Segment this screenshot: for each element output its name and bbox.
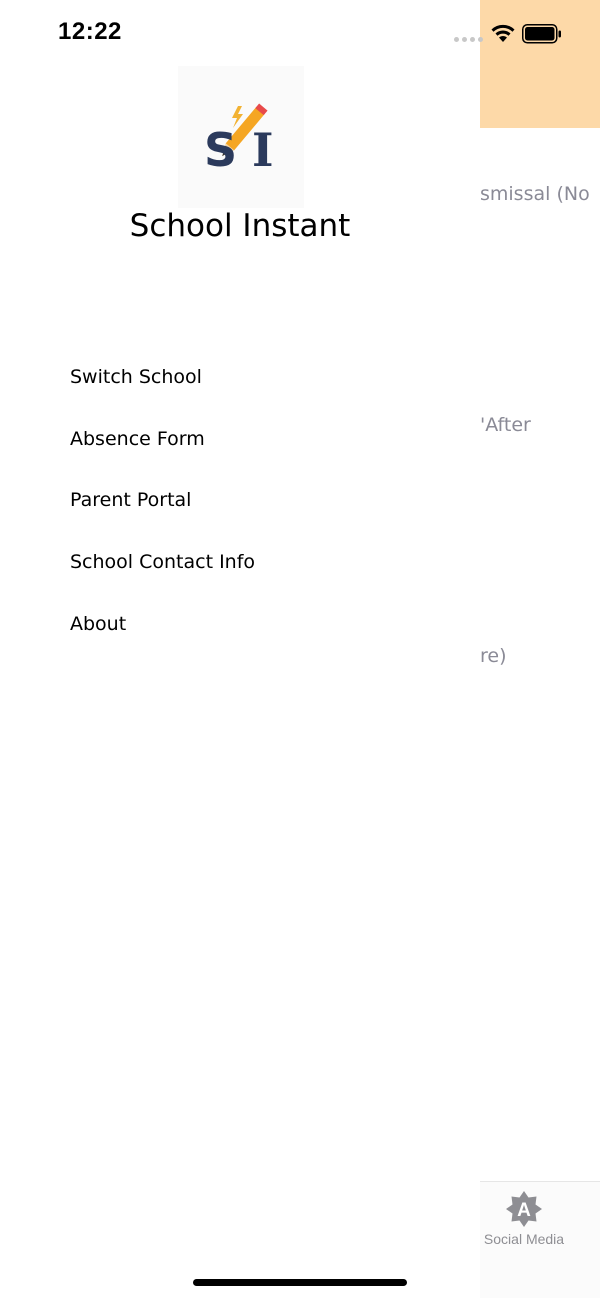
logo-text-i: I (252, 123, 274, 177)
app-title: School Instant (129, 208, 351, 244)
svg-text:A: A (517, 1200, 531, 1221)
menu-item-school-contact-info[interactable]: School Contact Info (70, 551, 256, 574)
tab-social-media[interactable] (480, 1182, 568, 1252)
background-partial-text: smissal (No (480, 183, 590, 205)
menu-item-about[interactable]: About (70, 612, 127, 635)
battery-icon (522, 24, 562, 44)
tab-label: Social Media (483, 1231, 565, 1247)
status-time: 12:22 (58, 18, 122, 45)
logo-graphic (178, 66, 304, 208)
drawer-menu (70, 362, 255, 670)
background-partial-text: re) (480, 645, 507, 667)
background-screen (480, 0, 600, 1298)
menu-item-switch-school[interactable]: Switch School (70, 366, 202, 388)
wifi-icon (490, 22, 516, 44)
menu-item-parent-portal[interactable]: Parent Portal (70, 489, 192, 512)
home-indicator[interactable] (193, 1279, 407, 1286)
a-badge-icon (505, 1190, 543, 1228)
background-header (480, 0, 600, 128)
school-instant-logo (178, 66, 304, 208)
menu-item-absence-form[interactable]: Absence Form (70, 427, 205, 450)
signal-dots-icon (454, 37, 484, 43)
background-partial-text: 'After (480, 414, 531, 436)
tab-bar (480, 1181, 600, 1298)
logo-text-s: S (204, 123, 238, 177)
